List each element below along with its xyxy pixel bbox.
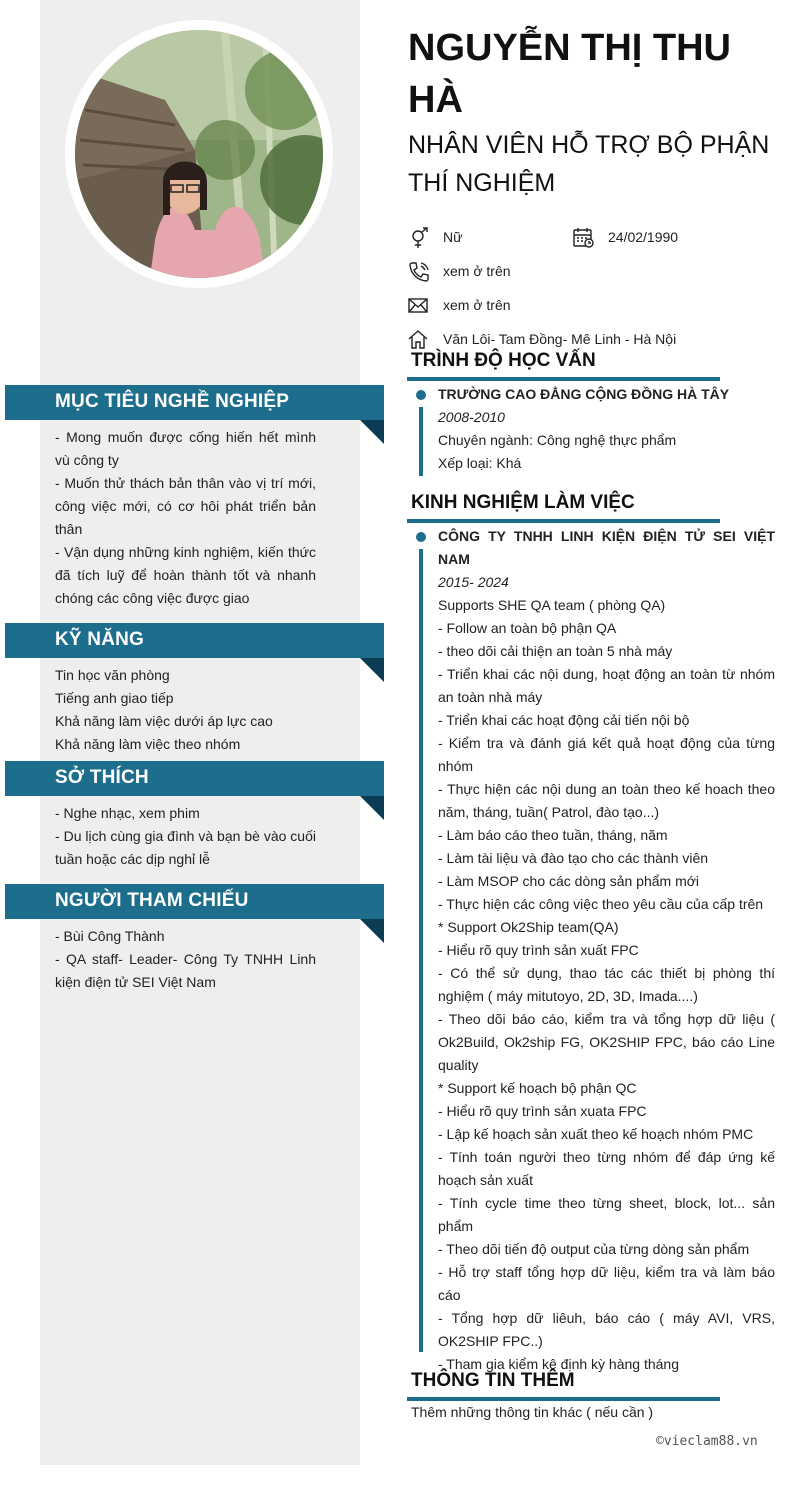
skill-item: Khả năng làm việc theo nhóm xyxy=(55,736,241,752)
home-icon xyxy=(408,329,430,351)
dob-value: 24/02/1990 xyxy=(608,229,679,245)
avatar-frame xyxy=(65,20,333,288)
email-value: xem ở trên xyxy=(443,297,511,313)
section-divider xyxy=(407,1397,720,1401)
school-name: TRƯỜNG CAO ĐẲNG CỘNG ĐỒNG HÀ TÂY xyxy=(438,386,730,402)
additional-text: Thêm những thông tin khác ( nếu cần ) xyxy=(411,1404,654,1420)
experience-line: - Lập kế hoạch sản xuất theo kế hoạch nhóm PMC xyxy=(438,1126,754,1142)
experience-line: - Theo dõi tiến độ output của từng dòng sản phẩm xyxy=(438,1241,750,1257)
ribbon-fold xyxy=(360,420,384,444)
phone-icon xyxy=(408,261,430,283)
education-heading: TRÌNH ĐỘ HỌC VẤN xyxy=(411,350,596,371)
experience-line: - Triển khai các nội dung, hoạt động an toàn từ nhóm an toàn nhà máy xyxy=(438,666,775,705)
calendar-icon xyxy=(573,227,595,249)
education-line: Xếp loại: Khá xyxy=(438,455,522,471)
timeline-dot xyxy=(416,390,426,400)
reference-item: - QA staff- Leader- Công Ty TNHH Linh kiện điện tử SEI Việt Nam xyxy=(55,951,316,990)
objective-heading: MỤC TIÊU NGHỀ NGHIỆP xyxy=(5,385,384,420)
experience-line: - Follow an toàn bộ phận QA xyxy=(438,620,617,636)
ribbon-fold xyxy=(360,658,384,682)
avatar xyxy=(75,30,323,278)
experience-line: - Tham gia kiểm kê định kỳ hàng tháng xyxy=(438,1356,679,1372)
timeline-line xyxy=(419,549,423,1352)
section-divider xyxy=(407,377,720,381)
skill-item: Khả năng làm việc dưới áp lực cao xyxy=(55,713,273,729)
skills-list xyxy=(55,664,316,756)
experience-line: - Làm báo cáo theo tuần, tháng, năm xyxy=(438,827,668,843)
education-line: Chuyên ngành: Công nghệ thực phẩm xyxy=(438,432,677,448)
objective-line: - Vận dụng những kinh nghiệm, kiến thức đã tích luỹ để hoàn thành tốt và nhanh chóng các công việc được giao xyxy=(55,544,316,606)
experience-line: * Support Ok2Ship team(QA) xyxy=(438,919,619,935)
experience-line: - Kiểm tra và đánh giá kết quả hoạt động của từng nhóm xyxy=(438,735,775,774)
experience-heading: KINH NGHIỆM LÀM VIỆC xyxy=(411,492,635,513)
references-list xyxy=(55,925,316,994)
profile-name: NGUYỄN THỊ THU HÀ xyxy=(408,27,731,121)
experience-line: - Triển khai các hoạt động cải tiến nội bộ xyxy=(438,712,690,728)
skills-heading: KỸ NĂNG xyxy=(5,623,384,658)
ribbon-fold xyxy=(360,919,384,943)
experience-line: - Hiểu rõ quy trình sản xuất FPC xyxy=(438,942,639,958)
education-period: 2008-2010 xyxy=(438,409,505,425)
experience-line: - Thực hiện các nội dung an toàn theo kế hoach theo năm, tháng, tuần( Patrol, đào tạo...) xyxy=(438,781,775,820)
experience-line: - Hiểu rõ quy trình sản xuata FPC xyxy=(438,1103,647,1119)
watermark: ©vieclam88.vn xyxy=(656,1434,758,1449)
experience-duties xyxy=(438,594,775,1376)
experience-line: - Tổng hợp dữ liêuh, báo cáo ( máy AVI, VRS, OK2SHIP FPC..) xyxy=(438,1310,775,1349)
gender-value: Nữ xyxy=(443,229,463,245)
objective-line: - Mong muốn được cống hiến hết mình vù công ty xyxy=(55,429,316,468)
section-divider xyxy=(407,519,720,523)
hobby-item: - Du lịch cùng gia đình và bạn bè vào cuối tuần hoặc các dịp nghỉ lễ xyxy=(55,828,316,867)
experience-line: - Có thể sử dụng, thao tác các thiết bị phòng thí nghiệm ( máy mitutoyo, 2D, 3D, Imada....) xyxy=(438,965,775,1004)
gender-icon xyxy=(408,227,430,249)
profile-title: NHÂN VIÊN HỖ TRỢ BỘ PHẬN THÍ NGHIỆM xyxy=(408,131,770,197)
ribbon-fold xyxy=(360,796,384,820)
skill-item: Tiếng anh giao tiếp xyxy=(55,690,174,706)
additional-heading: THÔNG TIN THÊM xyxy=(411,1370,575,1391)
company-name: CÔNG TY TNHH LINH KIỆN ĐIỆN TỬ SEI VIỆT NAM xyxy=(438,528,775,567)
timeline-dot xyxy=(416,532,426,542)
objective-line: - Muốn thử thách bản thân vào vị trí mới, công việc mới, có cơ hôi phát triển bản thân xyxy=(55,475,316,537)
objective-text xyxy=(55,426,316,610)
experience-line: - Tính cycle time theo từng sheet, block, lot... sản phẩm xyxy=(438,1195,775,1234)
phone-value: xem ở trên xyxy=(443,263,511,279)
experience-line: - Tính toán người theo từng nhóm để đáp ứng kế hoạch sản xuất xyxy=(438,1149,775,1188)
experience-line: - Thực hiện các công việc theo yêu cầu của cấp trên xyxy=(438,896,764,912)
experience-line: - Theo dõi báo cáo, kiểm tra và tổng hợp dữ liệu ( Ok2Build, Ok2ship FG, OK2SHIP FPC, báo cáo Line quality xyxy=(438,1011,775,1073)
experience-period: 2015- 2024 xyxy=(438,574,509,590)
hobbies-heading: SỞ THÍCH xyxy=(5,761,384,796)
reference-item: - Bùi Công Thành xyxy=(55,928,165,944)
skill-item: Tin học văn phòng xyxy=(55,667,170,683)
experience-line: - Làm MSOP cho các dòng sản phẩm mới xyxy=(438,873,700,889)
hobby-item: - Nghe nhạc, xem phim xyxy=(55,805,200,821)
experience-entry xyxy=(438,525,775,1376)
references-heading: NGƯỜI THAM CHIẾU xyxy=(5,884,384,919)
timeline-line xyxy=(419,407,423,476)
mail-icon xyxy=(408,295,430,317)
experience-line: * Support kế hoạch bộ phận QC xyxy=(438,1080,637,1096)
address-value: Văn Lôi- Tam Đồng- Mê Linh - Hà Nội xyxy=(443,331,677,347)
education-entry xyxy=(438,383,775,475)
experience-line: - Hỗ trợ staff tổng hợp dữ liệu, kiểm tra và làm báo cáo xyxy=(438,1264,775,1303)
hobbies-list xyxy=(55,802,316,871)
experience-line: - Làm tài liệu và đào tạo cho các thành viên xyxy=(438,850,709,866)
experience-line: Supports SHE QA team ( phòng QA) xyxy=(438,597,666,613)
experience-line: - theo dõi cải thiện an toàn 5 nhà máy xyxy=(438,643,673,659)
